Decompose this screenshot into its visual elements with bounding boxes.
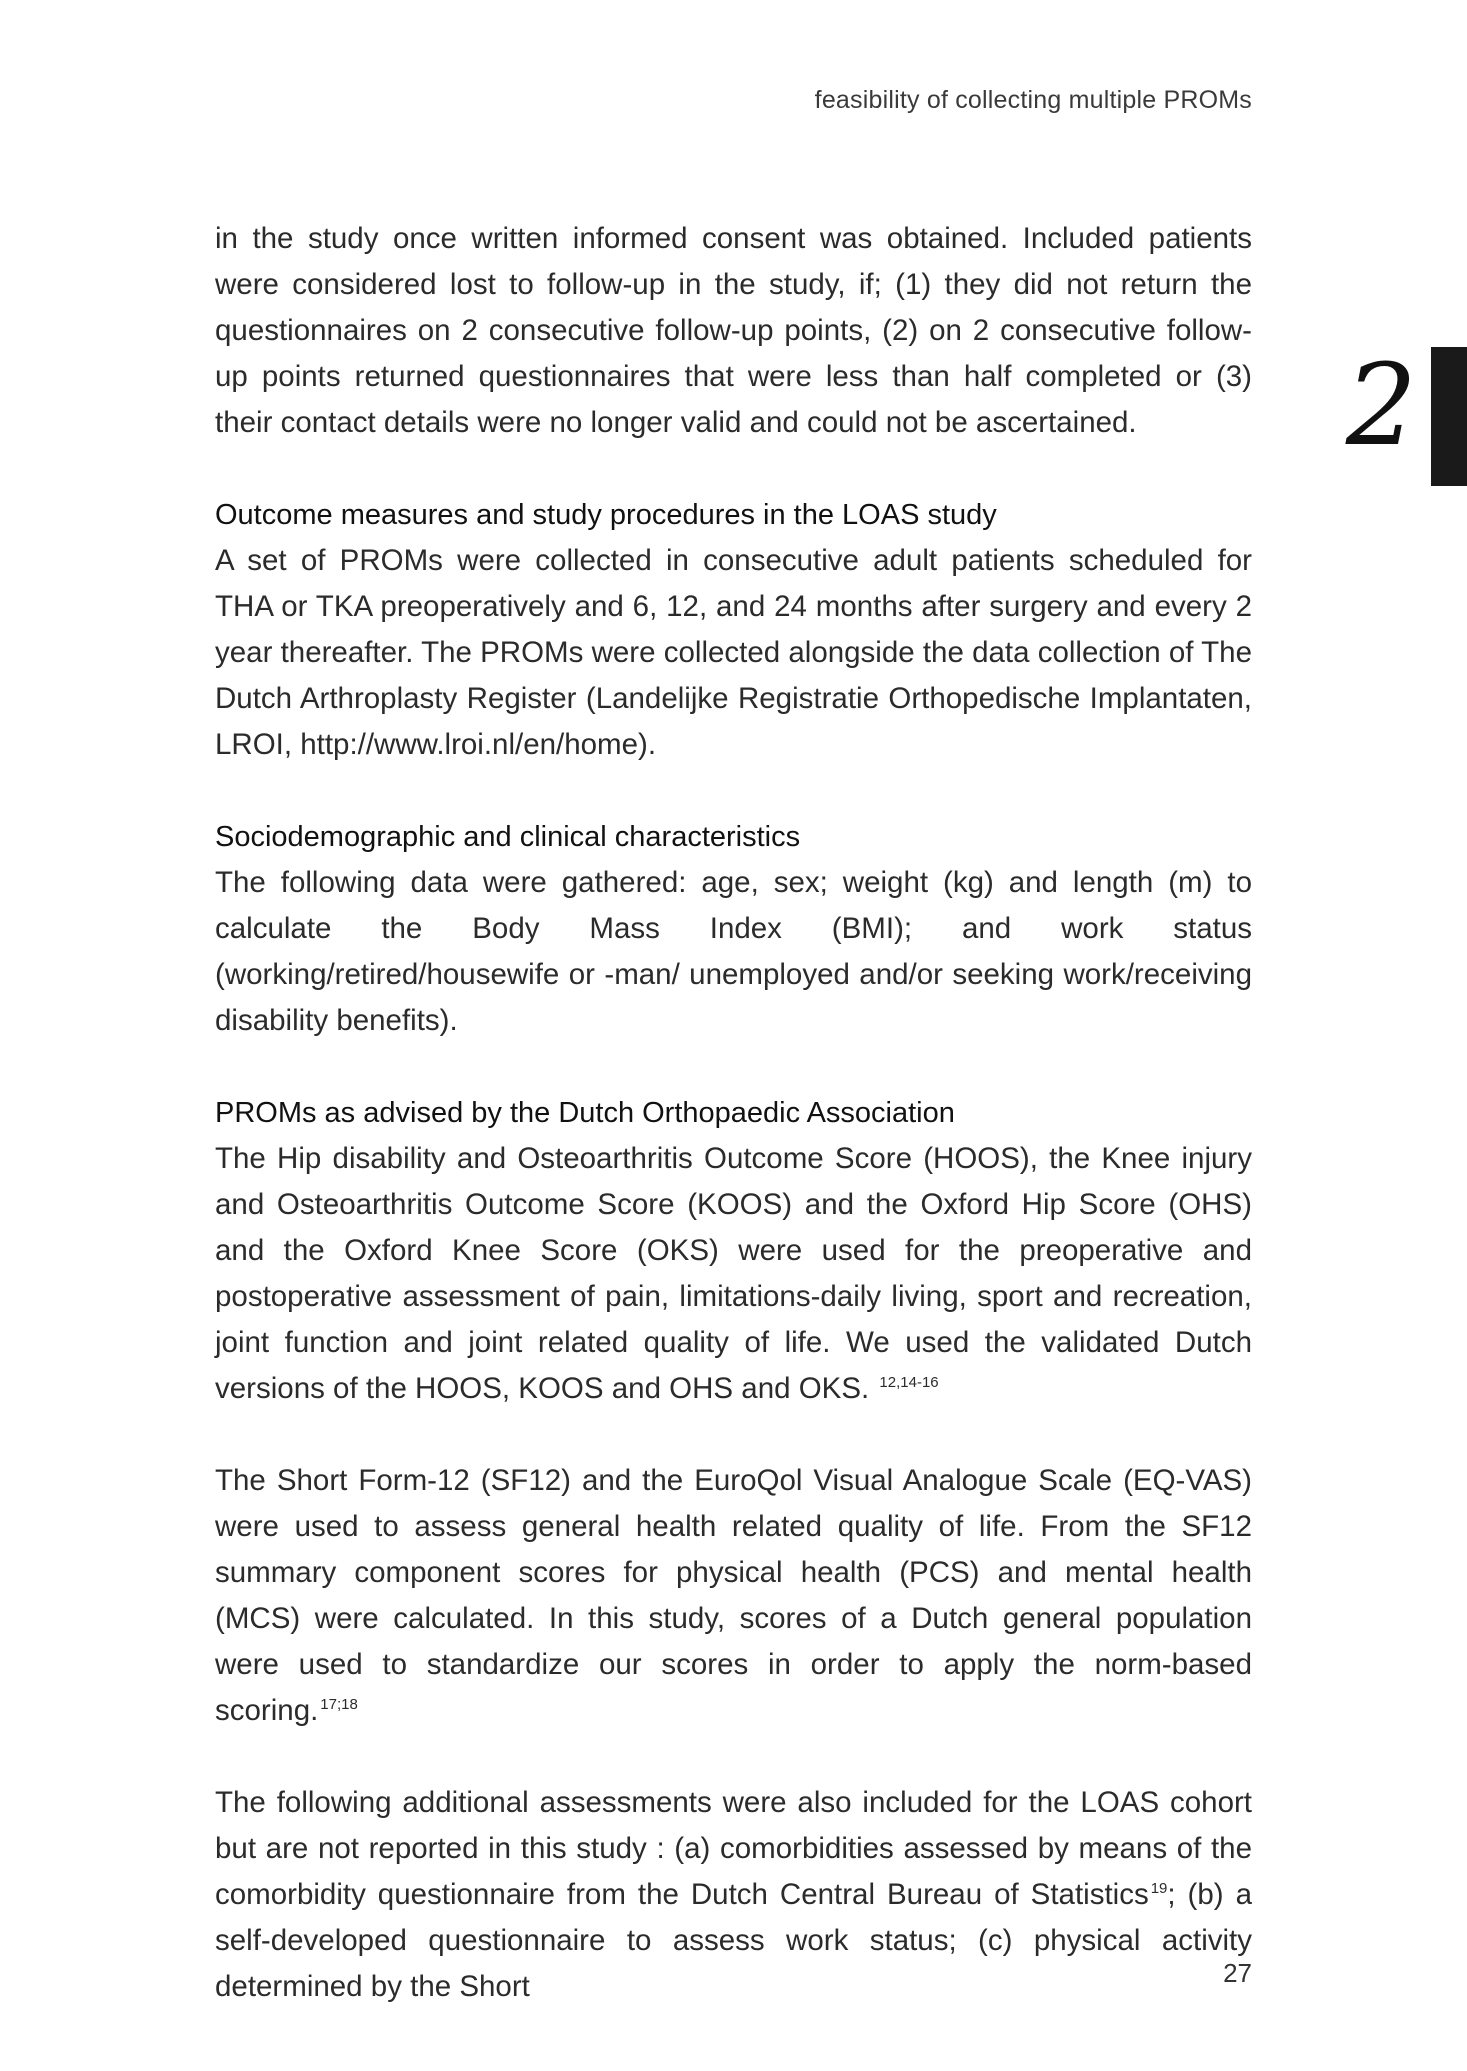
body-content [215,216,1252,2010]
chapter-tab-marker [1431,347,1467,486]
proms-paragraph-3 [215,1780,1252,2010]
section-gap [215,768,1252,814]
sociodemographic-paragraph: The following data were gathered: age, sex; weight (kg) and length (m) to calculate the Body Mass Index (BMI); and work status (working/retired/housewife or -man/ unemployed and/or seeking work/receiving disability benefits). [215,866,1252,1037]
outcome-paragraph: A set of PROMs were collected in consecutive adult patients scheduled for THA or TKA preoperatively and 6, 12, and 24 months after surgery and every 2 year thereafter. The PROMs were collected alongside the data collection of The Dutch Arthroplasty Register (Landelijke Registratie Orthopedische Implantaten, LROI, http://www.lroi.nl/en/home). [215,544,1252,761]
section-gap [215,1044,1252,1090]
reference-superscript: 19 [1150,1880,1168,1898]
proms-paragraph-3-text-b: ; (b) a self-developed questionnaire to assess work status; (c) physical activity determined by the Short [215,1878,1252,2003]
proms-heading: PROMs as advised by the Dutch Orthopaedic Association [215,1097,955,1129]
proms-paragraph-2 [215,1458,1252,1734]
page-number: 27 [1223,1958,1252,1988]
running-header: feasibility of collecting multiple PROMs [814,86,1252,114]
reference-superscript: 17;18 [320,1696,358,1714]
chapter-number: 2 [1345,341,1417,471]
section-gap [215,1734,1252,1780]
proms-paragraph-2-text: The Short Form-12 (SF12) and the EuroQol Visual Analogue Scale (EQ-VAS) were used to assess general health related quality of life. From the SF12 summary component scores for physical health (PCS) and mental health (MCS) were calculated. In this study, scores of a Dutch general population were used to standardize our scores in order to apply the norm-based scoring. [215,1464,1252,1727]
outcome-heading: Outcome measures and study procedures in the LOAS study [215,499,997,531]
intro-paragraph: in the study once written informed consent was obtained. Included patients were considered lost to follow-up in the study, if; (1) they did not return the questionnaires on 2 consecutive follow-up points, (2) on 2 consecutive follow-up points returned questionnaires that were less than half completed or (3) their contact details were no longer valid and could not be ascertained. [215,222,1252,439]
proms-paragraph-1 [215,1136,1252,1412]
proms-paragraph-3-text-a: The following additional assessments were also included for the LOAS cohort but are not reported in this study : (a) comorbidities assessed by means of the comorbidity questionnaire from the Dutch Central Bureau of Statistics [215,1786,1252,1911]
proms-paragraph-1-text: The Hip disability and Osteoarthritis Outcome Score (HOOS), the Knee injury and Osteoarthritis Outcome Score (KOOS) and the Oxford Hip Score (OHS) and the Oxford Knee Score (OKS) were used for the preoperative and postoperative assessment of pain, limitations-daily living, sport and recreation, joint function and joint related quality of life. We used the validated Dutch versions of the HOOS, KOOS and OHS and OKS. [215,1142,1252,1405]
sociodemographic-heading: Sociodemographic and clinical characteristics [215,821,801,853]
reference-superscript: 12,14-16 [879,1374,939,1392]
section-gap [215,1412,1252,1458]
section-gap [215,446,1252,492]
